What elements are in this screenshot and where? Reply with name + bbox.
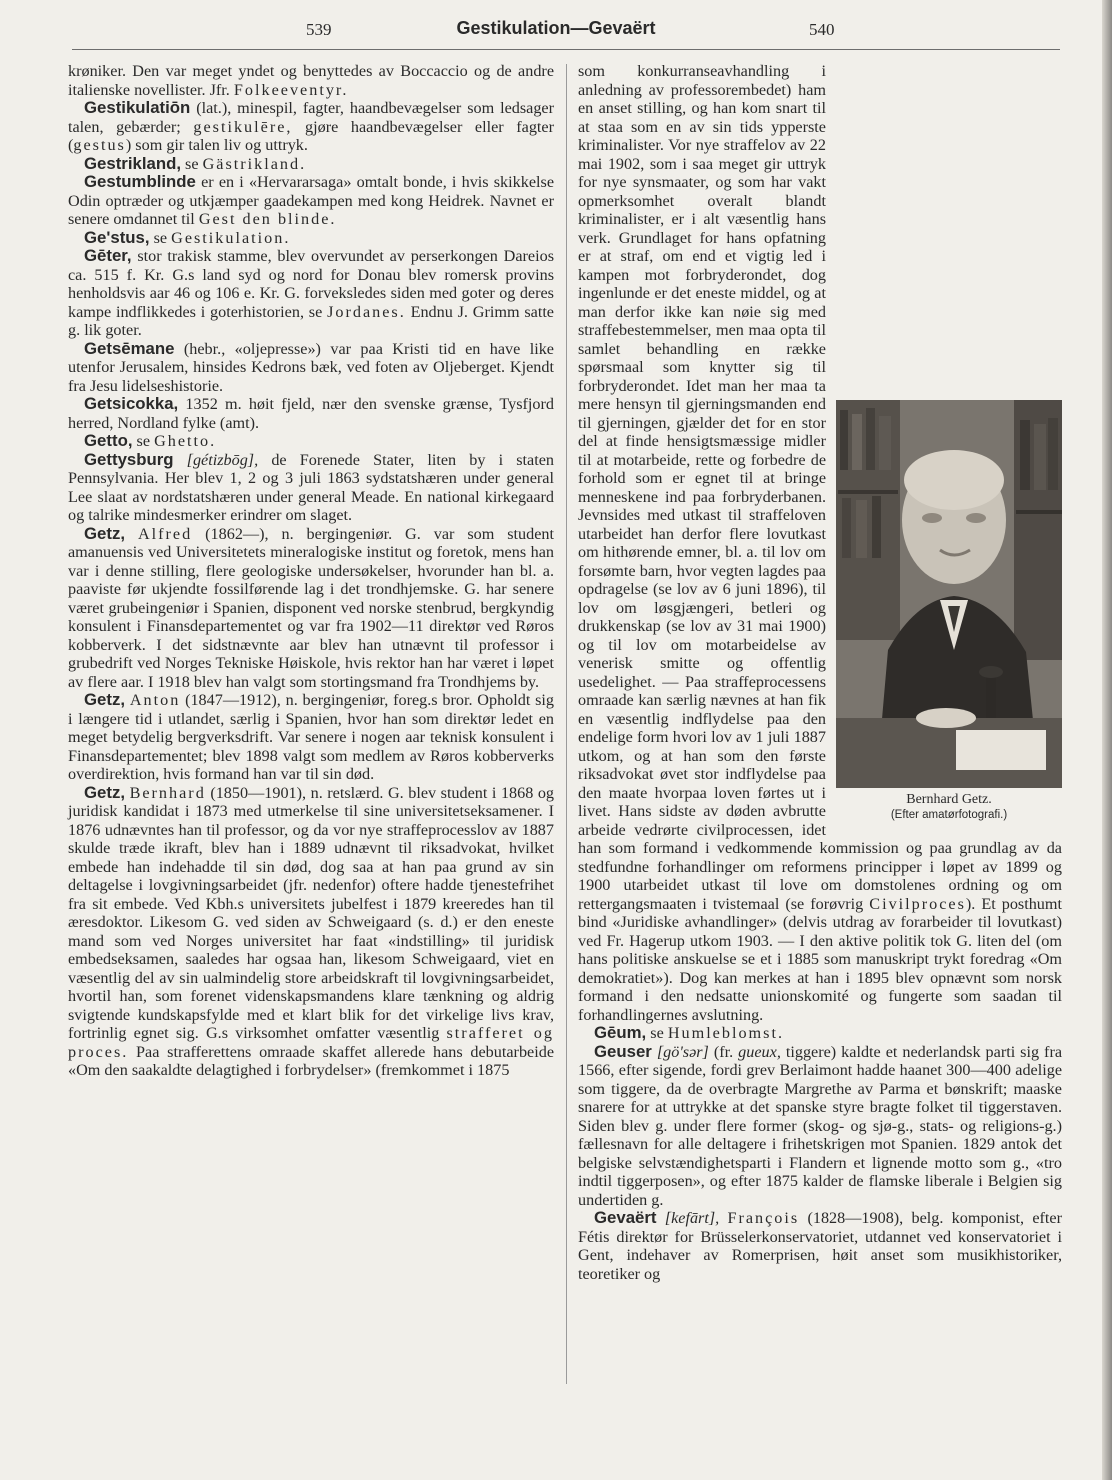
entry-geter: Gēter, stor trakisk stamme, blev overvundet av perserkongen Dareios ca. 515 f. Kr. G.s land syd og nord for Donau blev romersk provins henholdsvis aar 46 og 106 e. Kr. G. forveksledes siden med goter og deres kampe indflikkedes i goterhistorien, se Jordanes. Endnu J. Grimm satte g. lik goter.: [68, 246, 555, 339]
headword: Gettysburg: [84, 449, 174, 469]
figure-credit: (Efter amatørfotografi.): [890, 809, 1008, 821]
entry-continuation: krøniker. Den var meget yndet og benyttedes av Boccaccio og de andre italienske novellister. Jfr. Folkeeventyr.: [68, 62, 554, 99]
entry-gevaert: Gevaërt [kefārt], François (1828—1908), belg. komponist, efter Fétis direktør for Brüsselerkonservatoriet, utdannet ved konservatoriet i Gent, indehaver av Romerprisen, høit anset som musikhistoriker, teoretiker og: [578, 1208, 1062, 1283]
headword: Gēter,: [84, 246, 132, 265]
entry-gettysburg: Gettysburg [gétizbōg], de Forenede Stater, liten by i staten Pennsylvania. Her blev 1, 2 og 3 juli 1863 sydstatshæren under general Lee slaat av nordstatshæren under general Meade. En national kirkegaard og talrike mindesmerker erindrer om slaget.: [68, 449, 554, 524]
entry-getz-anton: Getz, Anton (1847—1912), n. bergingeniør, foreg.s bror. Opholdt sig i længere tid i utlandet, særlig i Spanien, hvor han som direktør ledet en meget betydelig bergverksdrift. Var senere i nogen aar teknisk konsulent i Finansdepartementet; blev 1898 valgt som medlem av Røros kobberverks overdirektion, hvis formand han var til sin død.: [68, 690, 555, 783]
headword: Getsicokka,: [84, 394, 179, 413]
headword: Getz,: [84, 782, 126, 802]
portrait-image: [836, 400, 1062, 788]
entry-getz-bernhard: Getz, Bernhard (1850—1901), n. retslærd. G. blev student i 1868 og juridisk kandidat i 1873 med utmerkelse til sine universitetseksamener. I 1876 udnævntes han til professor, og da vor nye straffeprocesslov av 1887 skulde træde ikraft, blev han i 1889 udnævnt til riksadvokat, hvilket embede han indehadde til sin død, dog saa at han paa grund av sin deltagelse i lovgivningsarbeidet (jfr. nedenfor) oftere hadde tjenestefrihet fra sit embede. Ved Kbh.s universitets jubelfest i 1879 kreeredes han til æresdoktor. Likesom G. ved siden av Schweigaard (s. d.) er den eneste mand som ved Norges universitet har faat «indstilling» til juridisk embedseksamen, saaledes har ogsaa han, likesom Schweigaard, viet en væsentlig del av sin ualmindelig store arbeidskraft til lovgivningsarbeidet, hvortil han, som forenet videnskapsmandens klare tænkning og aldrig svigtende kundskapsfylde med et klart blik for det virkelige livs krav, fortrinlig egnet sig. G.s virksomhet omfatter væsentlig strafferet og proces. Paa strafferettens omraade skaffet allerede hans debutarbeide «Om den saakaldte delagtighed i forbrydelser» (fremkommet i 1875: [68, 782, 555, 1079]
entry-geuser: Geuser [gö'sər] (fr. gueux, tiggere) kaldte et nederlandsk parti sig fra 1566, efter sigende, fordi grev Berlaimont hadde haanet 300—400 adelige som tiggere, da de overbragte Margrethe av Parma et bønskrift; maaske snarere for at uttrykke at det spanske styre bragte folket til tiggerstaven. Siden blev g. under flere former (skog- og sjø-g., stats- og religions-g.) fællesnavn for alle deltagere i frihetskrigen mot Spanien. 1829 antok det belgiske selvstændighetsparti i Flandern et lignende motto som g., «tro indtil tiggerposen», og efter 1875 kalder de flamske liberale i Belgien sig undertiden g.: [578, 1041, 1063, 1209]
entry-gestikulation: Gestikulatiōn (lat.), minespil, fagter, haandbevægelser som ledsager talen, gebærder; gestikulēre, gjøre haandbevægelser eller fagter (gestus) som gir talen liv og uttryk.: [68, 98, 555, 154]
headword: Gestumblinde: [84, 172, 196, 191]
column-divider: [566, 64, 567, 1384]
entry-getsemane: Getsēmane (hebr., «oljepresse») var paa Kristi tid en have like utenfor Jerusalem, hinsides Kedrons bæk, ved foten av Oljeberget. Kjendt fra Jesu lidelseshistorie.: [68, 338, 554, 395]
headword: Getz,: [84, 690, 126, 709]
headword: Ge'stus,: [84, 227, 150, 247]
headword: Getto,: [84, 431, 133, 450]
headword: Gēum,: [594, 1023, 647, 1042]
right-column: [578, 62, 1062, 1283]
entry-gestus: Ge'stus, se Gestikulation.: [84, 227, 291, 247]
entry-geum: Gēum, se Humleblomst.: [594, 1023, 784, 1042]
figure-caption: Bernhard Getz.: [906, 792, 992, 807]
page-number-left: 539: [306, 20, 332, 39]
headword: Gestikulatiōn: [84, 98, 191, 117]
entry-continuation: Bernhard Getz. (Efter amatørfotografi.) som konkurranseavhandling i anledning av professorembedet) ham en anset stilling, og han kom snart til at staa som en av sin tids ypperste kriminalister. Vor nye straffelov av 22 mai 1902, som i saa meget gir uttryk for nye synsmaater, og som har vakt opmerksomhet overalt blandt kriminalister, er i alt væsentlig hans verk. Grundlaget for hans opfatning er at straf, om end et vigtig led i kampen mot forbryderondet, dog ingenlunde er det eneste middel, og at man derfor ikke kan nøie sig med straffebestemmelser, men maa opta til samlet behandling en række spørsmaal som knytter sig til forbryderondet. Idet man her maa ta mere hensyn til gjerningsmanden end til gjerningen, gjælder det for en stor del at finde hensigtsmæssige midler til at motarbeide, rette og forbedre de forhold som er egnet til at bringe menneskene ind paa forbryderbanen. Jevnsides med utkast til straffeloven utarbeidet han derfor flere lovutkast om hithørende emner, bl. a. til lov om forsømte barn, hvor vegten lagdes paa opdragelse (se lov av 6 juni 1896), til lov om løsgjængeri, betleri og drukkenskap (se lov av 31 mai 1900) og til lov om motarbeidelse av venerisk smitte og offentlig usedelighet. — Paa straffeprocessens omraade kan særlig nævnes at han fik en væsentlig indflydelse paa den endelige form hvori lov av 1 juli 1887 utkom, og at han som den første riksadvokat øvet stor indflydelse paa den maate hvorpaa loven førtes ut i livet. Hans sidste av døden avbrutte arbeide vedrørte civilprocessen, idet han som formand i vedkommende kommission og paa grundlag av da stedfundne forhandlinger om reformens principper i løpet av 1899 og 1900 utarbeidet utkast til love om domstolenes ordning og om rettergangsmaaten i tvistemaal (se forøvrig Civilproces). Et posthumt bind «Juridiske avhandlinger» (delvis utdrag av forarbeider til lovutkast) ved Fr. Hagerup utkom 1903. — I den aktive politik tok G. liten del (om hans politiske anskuelse se et i 1885 som manuskript trykt foredrag «Om demokratiet»). Dog kan merkes at han i 1895 blev opnævnt som norsk formand i den nedsatte unionskomité og fungerte som saadan til forhandlingernes avslutning.: [578, 62, 1062, 1024]
portrait-figure: [836, 400, 1062, 822]
entry-getz-alfred: Getz, Alfred (1862—), n. bergingeniør. G. var som student amanuensis ved Universitetets mineralogiske institut og foretok, mens han var i denne stilling, flere geologiske undersøkelser, hvorunder han bl. a. paaviste før ukjendte fossilførende lag i det trondhjemske. G. har senere været grubeingeniør i Spanien, disponent ved norske stenbrud, bergkyndig konsulent i Finansdepartementet og var fra 1902—11 direktør ved Røros kobberverk. I det sidstnævnte aar blev han utnævnt til professor i grubedrift ved Norges Tekniske Høiskole, hvis rektor han har været i løpet av flere aar. I 1918 blev han valgt som stortingsmand fra Trondhjems by.: [68, 523, 554, 691]
page-number-right: 540: [809, 20, 835, 39]
portrait-photo: [836, 400, 1062, 788]
page-header: [0, 18, 1112, 46]
headword: Geuser: [594, 1041, 652, 1061]
header-rule: [72, 49, 1060, 50]
entry-gestumblinde: Gestumblinde er en i «Hervararsaga» omtalt bonde, i hvis skikkelse Odin optræder og utkjæmper gaadekampen med kong Heidrek. Navnet er senere omdannet til Gest den blinde.: [68, 172, 555, 228]
running-title: Gestikulation—Gevaërt: [456, 18, 656, 38]
headword: Getz,: [84, 523, 126, 543]
headword: Gevaërt: [594, 1208, 657, 1227]
entry-getsicokka: Getsicokka, 1352 m. høit fjeld, nær den svenske grænse, Tysfjord herred, Nordland fylke (amt).: [68, 394, 555, 432]
headword: Getsēmane: [84, 338, 175, 358]
entry-getto: Getto, se Ghetto.: [84, 431, 217, 450]
left-column: [68, 62, 554, 1080]
headword: Gestrikland,: [84, 153, 181, 173]
entry-gestrikland: Gestrikland, se Gästrikland.: [84, 153, 307, 173]
page-edge: [1102, 0, 1112, 1480]
